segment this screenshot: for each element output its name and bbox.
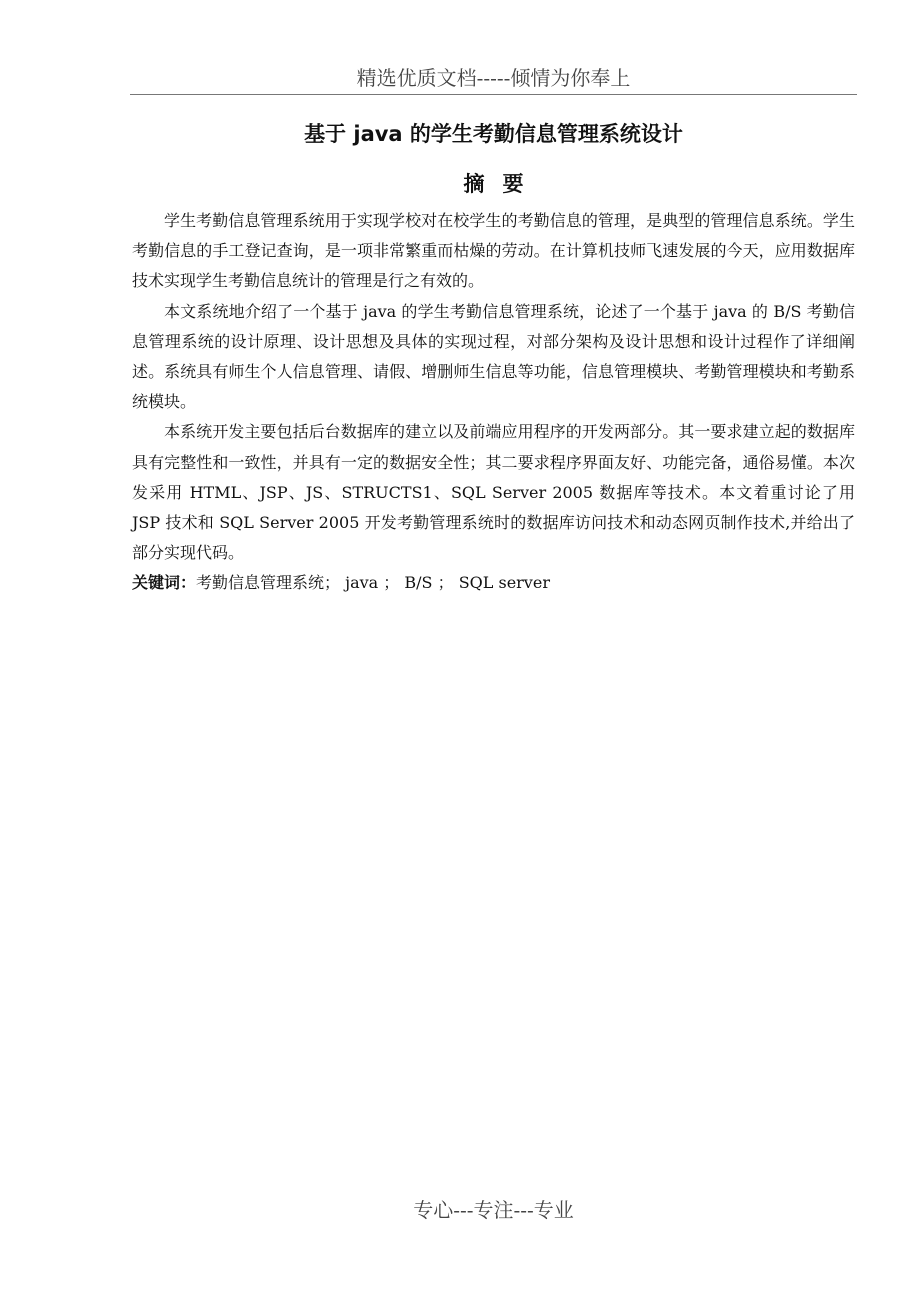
- abstract-heading: 摘要: [463, 172, 542, 196]
- keyword-item: B/S ；: [404, 573, 454, 593]
- keyword-item: 考勤信息管理系统；: [196, 573, 341, 593]
- page-header: 精选优质文档-----倾情为你奉上: [356, 66, 631, 90]
- abstract-paragraph-3: 本系统开发主要包括后台数据库的建立以及前端应用程序的开发两部分。其一要求建立起的数据库具有完整性和一致性，并具有一定的数据安全性；其二要求程序界面友好、功能完备，通俗易懂。本次发采用 HTML、JSP、JS、STRUCTS1、SQL Server 2005 数据库等技术。本文着重讨论了用 JSP 技术和 SQL Server 2005 开发考勤管理系统时的数据库访问技术和动态网页制作技术,并给出了部分实现代码。: [132, 422, 855, 563]
- document-title: 基于 java 的学生考勤信息管理系统设计: [304, 122, 683, 146]
- keywords-label: 关键词：: [132, 573, 197, 593]
- abstract-body: [132, 206, 855, 599]
- abstract-paragraph-1: 学生考勤信息管理系统用于实现学校对在校学生的考勤信息的管理，是典型的管理信息系统。学生考勤信息的手工登记查询，是一项非常繁重而枯燥的劳动。在计算机技师飞速发展的今天，应用数据库技术实现学生考勤信息统计的管理是行之有效的。: [132, 211, 855, 291]
- keywords-line: [132, 568, 855, 598]
- keyword-item: SQL server: [458, 573, 550, 593]
- page-footer: 专心---专注---专业: [413, 1198, 574, 1222]
- header-divider: [130, 94, 857, 95]
- keyword-item: java ；: [345, 573, 400, 593]
- abstract-paragraph-2: 本文系统地介绍了一个基于 java 的学生考勤信息管理系统，论述了一个基于 java 的 B/S 考勤信息管理系统的设计原理、设计思想及具体的实现过程，对部分架构及设计思想和设计过程作了详细阐述。系统具有师生个人信息管理、请假、增删师生信息等功能，信息管理模块、考勤管理模块和考勤系统模块。: [132, 301, 855, 412]
